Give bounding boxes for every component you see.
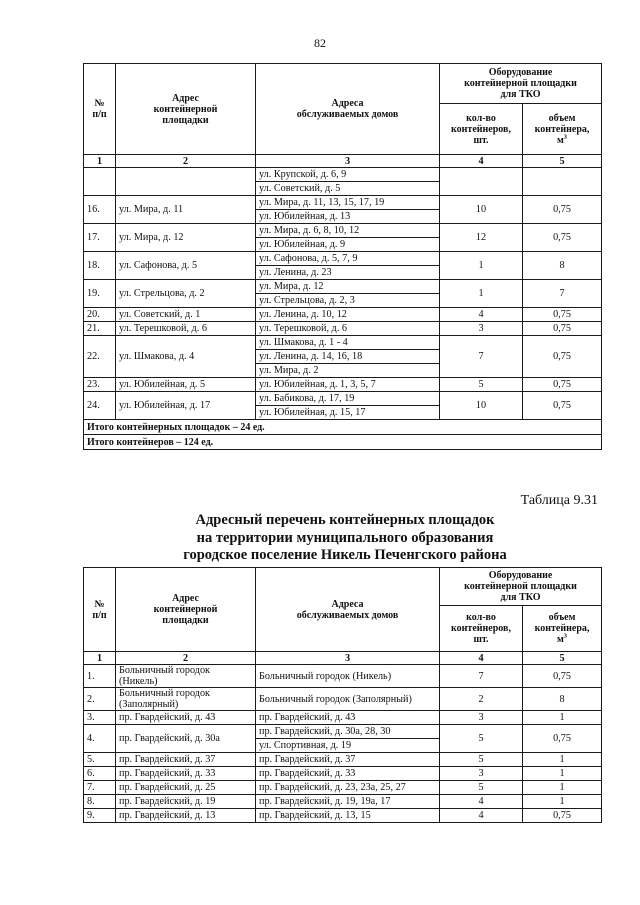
served-house-address: ул. Мира, д. 11, 13, 15, 17, 19: [256, 196, 440, 210]
column-number: 3: [256, 652, 440, 665]
container-count: 2: [440, 688, 523, 711]
header-volume-text: объем контейнера, м: [534, 112, 590, 146]
column-number: 2: [116, 652, 256, 665]
header-volume-sup: 3: [563, 632, 568, 640]
site-address: пр. Гвардейский, д. 30а: [116, 725, 256, 753]
row-number: 16.: [84, 196, 116, 224]
container-volume: 0,75: [523, 322, 602, 336]
site-address: пр. Гвардейский, д. 25: [116, 781, 256, 795]
page-number: 82: [314, 36, 326, 50]
table-row: [84, 767, 602, 781]
row-number: 7.: [84, 781, 116, 795]
container-count: 3: [440, 711, 523, 725]
container-count: 5: [440, 781, 523, 795]
container-volume: 7: [523, 280, 602, 308]
container-count: 4: [440, 308, 523, 322]
container-volume: 0,75: [523, 392, 602, 420]
table-title: [90, 512, 600, 565]
container-sites-table-nikel: [83, 567, 602, 823]
container-volume: 0,75: [523, 196, 602, 224]
site-address: ул. Сафонова, д. 5: [116, 252, 256, 280]
container-count: 1: [440, 252, 523, 280]
column-number: 4: [440, 155, 523, 168]
table-row: [84, 753, 602, 767]
table-row: [84, 665, 602, 688]
row-number: 19.: [84, 280, 116, 308]
site-address: Больничный городок (Заполярный): [116, 688, 256, 711]
table-row: [84, 781, 602, 795]
site-address: пр. Гвардейский, д. 13: [116, 809, 256, 823]
served-house-address: пр. Гвардейский, д. 19, 19а, 17: [256, 795, 440, 809]
row-number: 4.: [84, 725, 116, 753]
container-count: 4: [440, 809, 523, 823]
row-number: 20.: [84, 308, 116, 322]
header-container-count: кол-во контейнеров, шт.: [440, 104, 523, 155]
site-address: Больничный городок (Никель): [116, 665, 256, 688]
served-house-address: ул. Ленина, д. 10, 12: [256, 308, 440, 322]
total-containers: Итого контейнеров – 124 ед.: [84, 435, 602, 450]
served-house-address: пр. Гвардейский, д. 33: [256, 767, 440, 781]
served-house-address: ул. Стрельцова, д. 2, 3: [256, 294, 440, 308]
table-row: [84, 795, 602, 809]
header-num: № п/п: [84, 64, 116, 155]
container-count: 5: [440, 753, 523, 767]
container-count: 7: [440, 336, 523, 378]
total-sites-row: [84, 420, 602, 435]
row-number: 21.: [84, 322, 116, 336]
site-address: пр. Гвардейский, д. 37: [116, 753, 256, 767]
served-house-address: пр. Гвардейский, д. 43: [256, 711, 440, 725]
column-number: 5: [523, 155, 602, 168]
site-address: [116, 168, 256, 196]
site-address: ул. Юбилейная, д. 5: [116, 378, 256, 392]
container-volume: 0,75: [523, 336, 602, 378]
header-container-count: кол-во контейнеров, шт.: [440, 606, 523, 652]
served-house-address: пр. Гвардейский, д. 30а, 28, 30: [256, 725, 440, 739]
container-count: 3: [440, 322, 523, 336]
served-house-address: ул. Советский, д. 5: [256, 182, 440, 196]
served-house-address: Больничный городок (Никель): [256, 665, 440, 688]
container-count: [440, 168, 523, 196]
served-house-address: ул. Юбилейная, д. 13: [256, 210, 440, 224]
served-house-address: ул. Сафонова, д. 5, 7, 9: [256, 252, 440, 266]
table-row: [84, 725, 602, 739]
served-house-address: ул. Спортивная, д. 19: [256, 739, 440, 753]
row-number: 6.: [84, 767, 116, 781]
column-number: 1: [84, 155, 116, 168]
container-volume: 1: [523, 711, 602, 725]
served-house-address: ул. Юбилейная, д. 9: [256, 238, 440, 252]
table-title-line: городское поселение Никель Печенгского района: [183, 547, 507, 563]
container-volume: 0,75: [523, 665, 602, 688]
container-volume: 0,75: [523, 725, 602, 753]
total-containers-row: [84, 435, 602, 450]
served-house-address: ул. Мира, д. 6, 8, 10, 12: [256, 224, 440, 238]
table-row: [84, 280, 602, 294]
row-number: 8.: [84, 795, 116, 809]
container-count: 1: [440, 280, 523, 308]
column-number: 5: [523, 652, 602, 665]
row-number: 22.: [84, 336, 116, 378]
row-number: 2.: [84, 688, 116, 711]
site-address: ул. Терешковой, д. 6: [116, 322, 256, 336]
served-house-address: ул. Ленина, д. 23: [256, 266, 440, 280]
table-row: [84, 252, 602, 266]
container-volume: 8: [523, 252, 602, 280]
header-container-volume: [523, 104, 602, 155]
served-house-address: ул. Крупской, д. 6, 9: [256, 168, 440, 182]
container-count: 10: [440, 392, 523, 420]
row-number: 17.: [84, 224, 116, 252]
header-served-houses: Адреса обслуживаемых домов: [256, 64, 440, 155]
served-house-address: пр. Гвардейский, д. 37: [256, 753, 440, 767]
table-title-line: на территории муниципального образования: [196, 529, 494, 546]
table-row: [84, 336, 602, 350]
header-served-houses: Адреса обслуживаемых домов: [256, 568, 440, 652]
site-address: ул. Мира, д. 12: [116, 224, 256, 252]
column-number-row: [84, 155, 602, 168]
container-count: 4: [440, 795, 523, 809]
header-equipment: Оборудование контейнерной площадки для ТКО: [440, 64, 602, 104]
served-house-address: Больничный городок (Заполярный): [256, 688, 440, 711]
column-number: 4: [440, 652, 523, 665]
row-number: 3.: [84, 711, 116, 725]
container-sites-table-continued: [83, 63, 602, 450]
container-count: 5: [440, 725, 523, 753]
container-count: 5: [440, 378, 523, 392]
site-address: пр. Гвардейский, д. 43: [116, 711, 256, 725]
container-volume: 8: [523, 688, 602, 711]
container-count: 12: [440, 224, 523, 252]
container-volume: 0,75: [523, 224, 602, 252]
container-count: 7: [440, 665, 523, 688]
container-count: 10: [440, 196, 523, 224]
served-house-address: ул. Юбилейная, д. 15, 17: [256, 406, 440, 420]
column-number-row: [84, 652, 602, 665]
served-house-address: ул. Ленина, д. 14, 16, 18: [256, 350, 440, 364]
container-volume: 1: [523, 795, 602, 809]
row-number: 23.: [84, 378, 116, 392]
table-row: [84, 168, 602, 182]
column-number: 3: [256, 155, 440, 168]
table-row: [84, 711, 602, 725]
site-address: ул. Юбилейная, д. 17: [116, 392, 256, 420]
row-number: 1.: [84, 665, 116, 688]
row-number: 9.: [84, 809, 116, 823]
table-row: [84, 308, 602, 322]
total-sites: Итого контейнерных площадок – 24 ед.: [84, 420, 602, 435]
header-volume-text: объем контейнера, м: [534, 612, 590, 646]
row-number: 5.: [84, 753, 116, 767]
table-row: [84, 196, 602, 210]
site-address: ул. Шмакова, д. 4: [116, 336, 256, 378]
container-volume: 1: [523, 767, 602, 781]
served-house-address: ул. Шмакова, д. 1 - 4: [256, 336, 440, 350]
site-address: ул. Стрельцова, д. 2: [116, 280, 256, 308]
container-volume: 0,75: [523, 809, 602, 823]
served-house-address: ул. Бабикова, д. 17, 19: [256, 392, 440, 406]
container-volume: [523, 168, 602, 196]
container-volume: 1: [523, 753, 602, 767]
served-house-address: пр. Гвардейский, д. 13, 15: [256, 809, 440, 823]
table-row: [84, 688, 602, 711]
header-num: № п/п: [84, 568, 116, 652]
header-container-volume: [523, 606, 602, 652]
table-row: [84, 809, 602, 823]
header-site-address: Адрес контейнерной площадки: [116, 568, 256, 652]
column-number: 2: [116, 155, 256, 168]
header-equipment: Оборудование контейнерной площадки для ТКО: [440, 568, 602, 606]
column-number: 1: [84, 652, 116, 665]
site-address: ул. Советский, д. 1: [116, 308, 256, 322]
header-site-address: Адрес контейнерной площадки: [116, 64, 256, 155]
served-house-address: ул. Мира, д. 2: [256, 364, 440, 378]
site-address: пр. Гвардейский, д. 19: [116, 795, 256, 809]
container-count: 3: [440, 767, 523, 781]
table-row: [84, 224, 602, 238]
served-house-address: ул. Терешковой, д. 6: [256, 322, 440, 336]
table-row: [84, 392, 602, 406]
site-address: ул. Мира, д. 11: [116, 196, 256, 224]
header-volume-sup: 3: [563, 133, 568, 141]
served-house-address: ул. Мира, д. 12: [256, 280, 440, 294]
served-house-address: ул. Юбилейная, д. 1, 3, 5, 7: [256, 378, 440, 392]
row-number: 24.: [84, 392, 116, 420]
served-house-address: пр. Гвардейский, д. 23, 23а, 25, 27: [256, 781, 440, 795]
table-label: Таблица 9.31: [520, 493, 598, 508]
site-address: пр. Гвардейский, д. 33: [116, 767, 256, 781]
container-volume: 0,75: [523, 308, 602, 322]
table-title-line: Адресный перечень контейнерных площадок: [195, 512, 495, 528]
container-volume: 1: [523, 781, 602, 795]
table-row: [84, 378, 602, 392]
row-number: 18.: [84, 252, 116, 280]
table-row: [84, 322, 602, 336]
row-number: [84, 168, 116, 196]
container-volume: 0,75: [523, 378, 602, 392]
